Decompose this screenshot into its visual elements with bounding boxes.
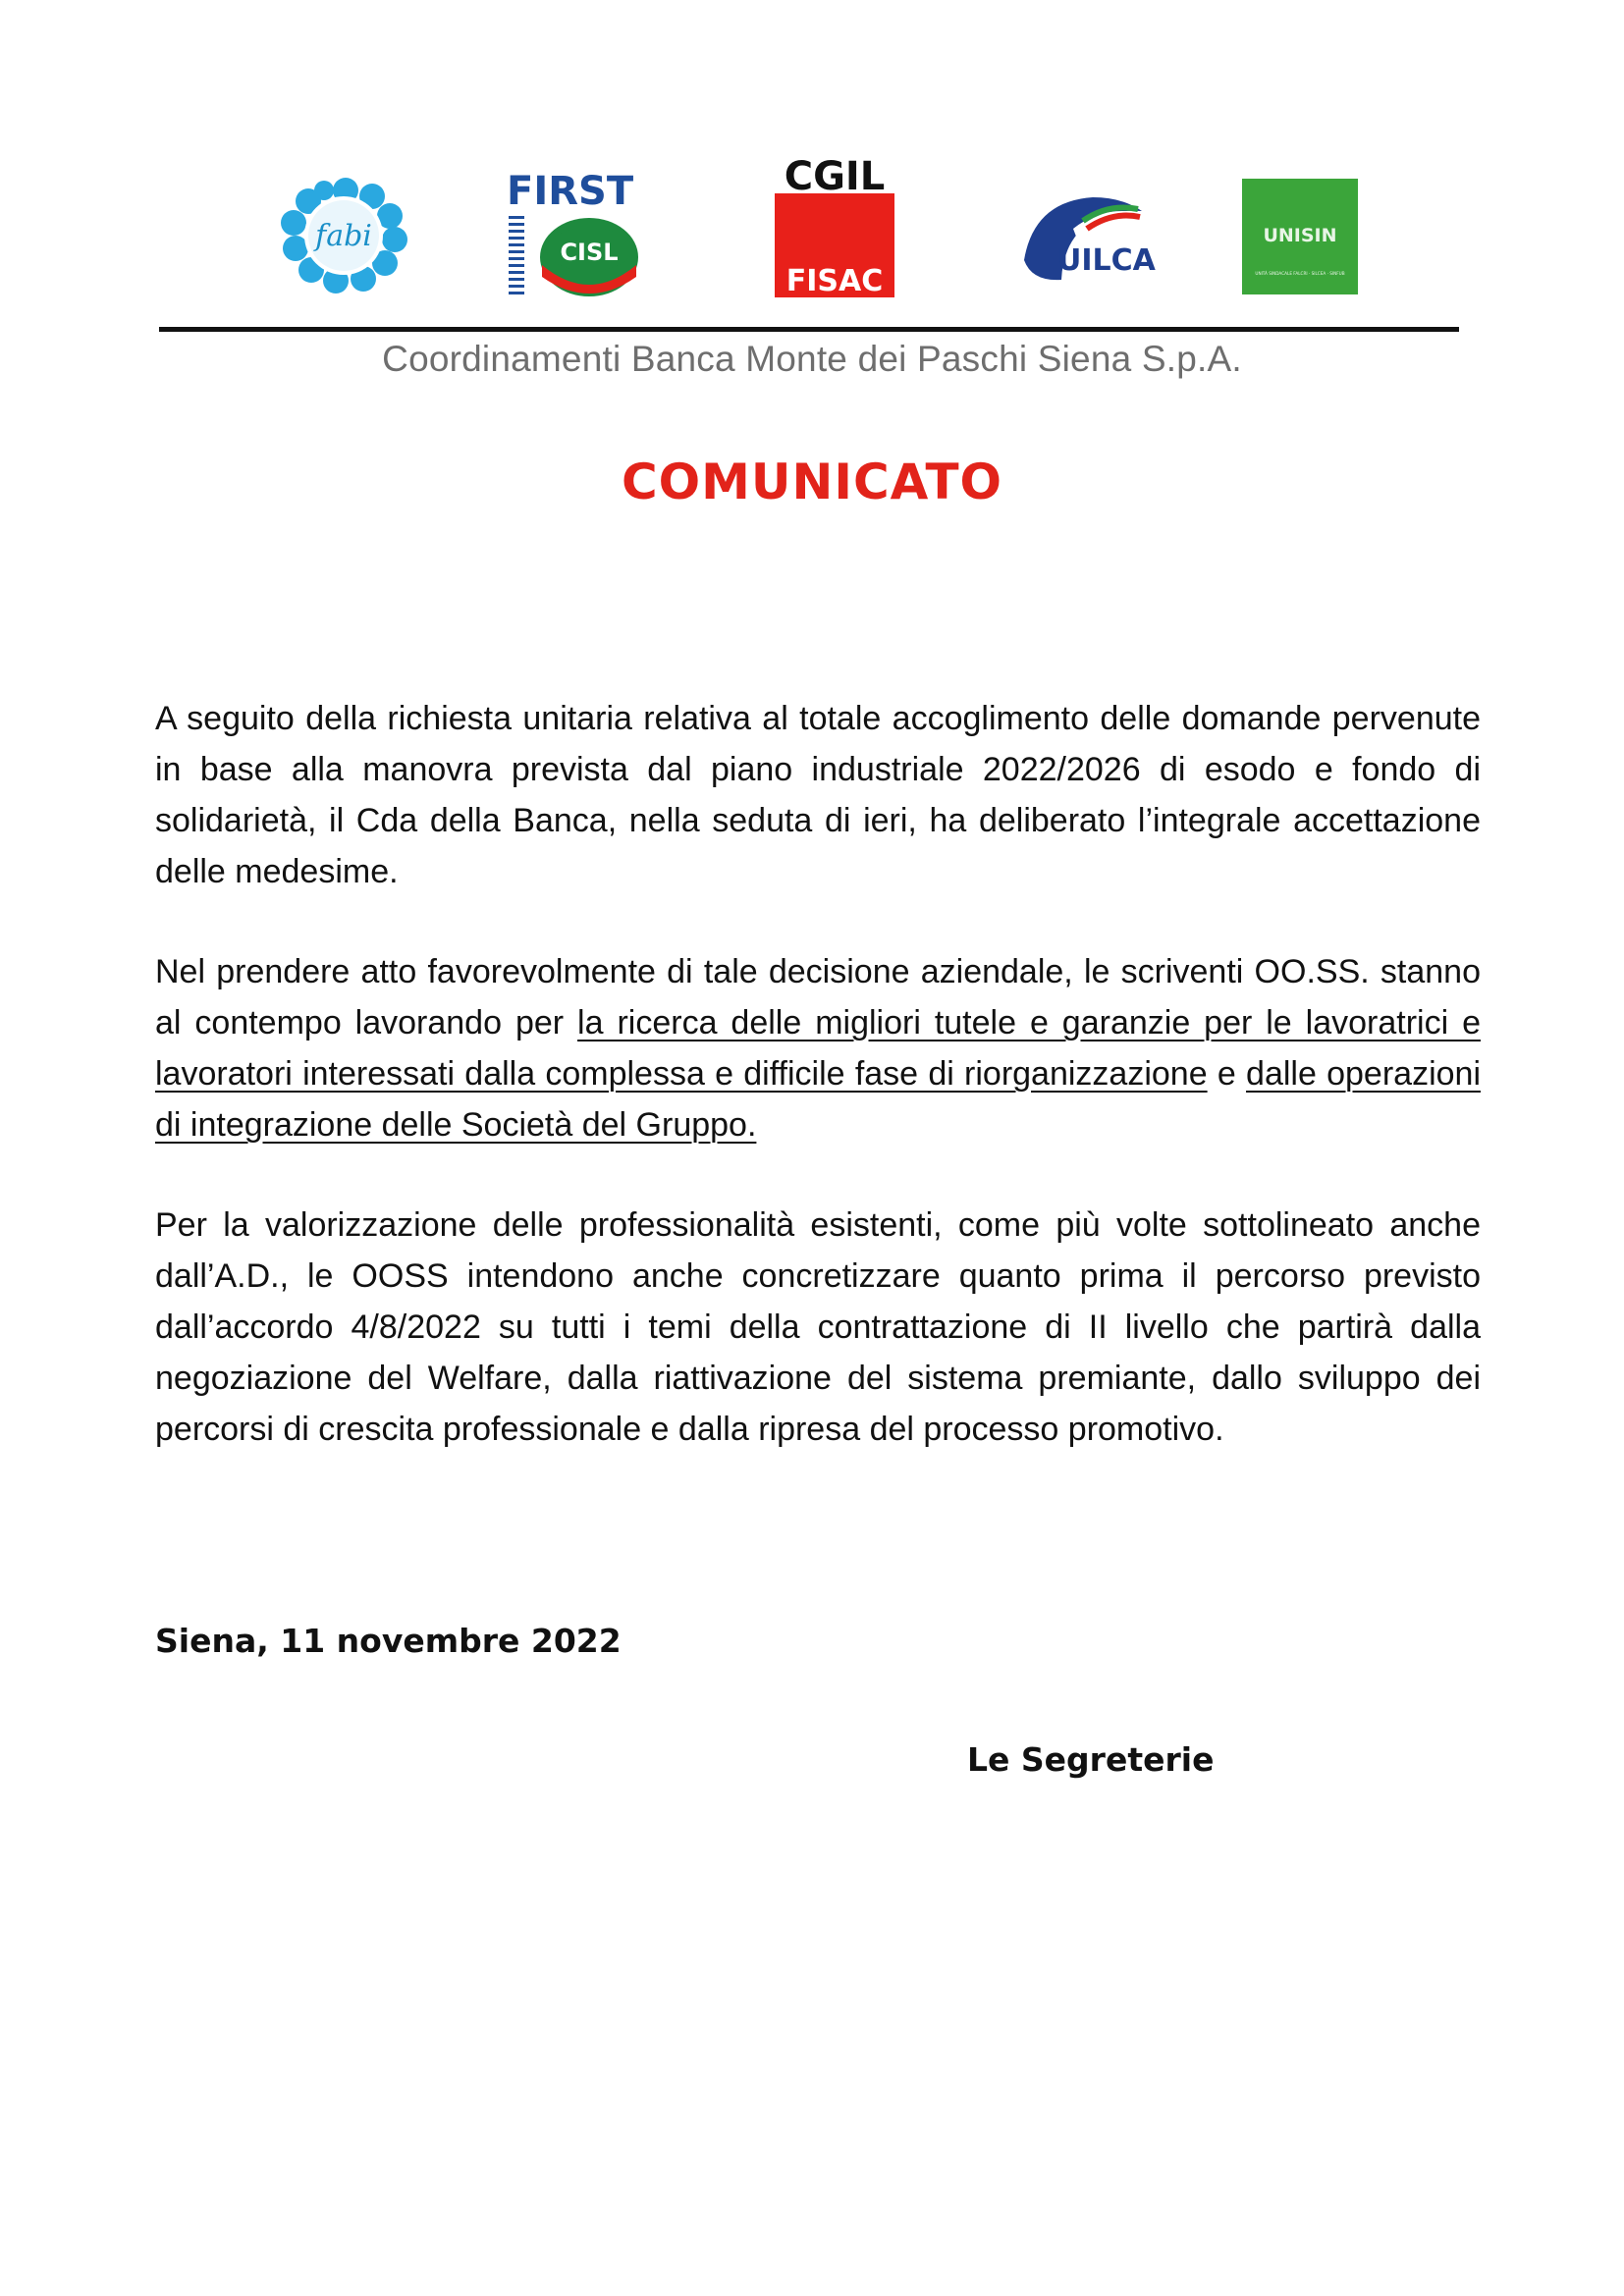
- organization-title: Coordinamenti Banca Monte dei Paschi Siena S.p.A.: [382, 339, 1242, 379]
- unisin-logo-text: UNISIN: [1263, 225, 1337, 246]
- unisin-logo: [1242, 179, 1358, 294]
- uilca-logo-text: UILCA: [1057, 243, 1156, 278]
- first-cisl-logo: [503, 167, 650, 304]
- cisl-logo-text: CISL: [560, 239, 619, 266]
- paragraph-1: A seguito della richiesta unitaria relativa al totale accoglimento delle domande pervenute in base alla manovra prevista dal piano industriale 2022/2026 di esodo e fondo di solidarietà, il Cda della Banca, nella seduta di ieri, ha deliberato l’integrale accettazione delle medesime.: [155, 700, 1481, 890]
- paragraph-2: [155, 946, 1481, 1150]
- fabi-logo: [277, 177, 414, 294]
- unisin-logo-subtext: UNITÀ SINDACALE FALCRI · SILCEA · SINFUB: [1255, 271, 1345, 276]
- uilca-logo: [1014, 191, 1162, 290]
- document-title: COMUNICATO: [621, 454, 1003, 510]
- fabi-logo-text: fabi: [315, 219, 372, 253]
- paragraph-2-start: Nel prendere atto favorevolmente di tale decisione aziendale, le scriventi OO.SS. stanno al contempo lavorando per: [155, 953, 1481, 1041]
- cgil-fisac-logo: [771, 152, 898, 299]
- paragraph-2-underlined-2: dalle operazioni di integrazione delle Società del Gruppo.: [155, 1055, 1481, 1144]
- cgil-logo-text: CGIL: [784, 154, 886, 199]
- fisac-logo-text: FISAC: [785, 264, 884, 298]
- place-date: Siena, 11 novembre 2022: [155, 1622, 622, 1660]
- first-logo-text: FIRST: [507, 169, 634, 214]
- signature: Le Segreterie: [967, 1740, 1215, 1779]
- paragraph-2-mid: e: [1207, 1055, 1247, 1093]
- paragraph-2-underlined-1: la ricerca delle migliori tutele e garanzie per le lavoratrici e lavoratori interessati dalla complessa e difficile fase di riorganizzazione: [155, 1004, 1481, 1093]
- paragraph-3: Per la valorizzazione delle professionalità esistenti, come più volte sottolineato anche dall’A.D., le OOSS intendono anche concretizzare quanto prima il percorso previsto dall’accordo 4/8/2022 su tutti i temi della contrattazione di II livello che partirà dalla negoziazione del Welfare, dalla riattivazione del sistema premiante, dallo sviluppo dei percorsi di crescita professionale e dalla ripresa del processo promotivo.: [155, 1206, 1481, 1448]
- header-rule: [159, 327, 1459, 332]
- logos-bar: [265, 147, 1375, 304]
